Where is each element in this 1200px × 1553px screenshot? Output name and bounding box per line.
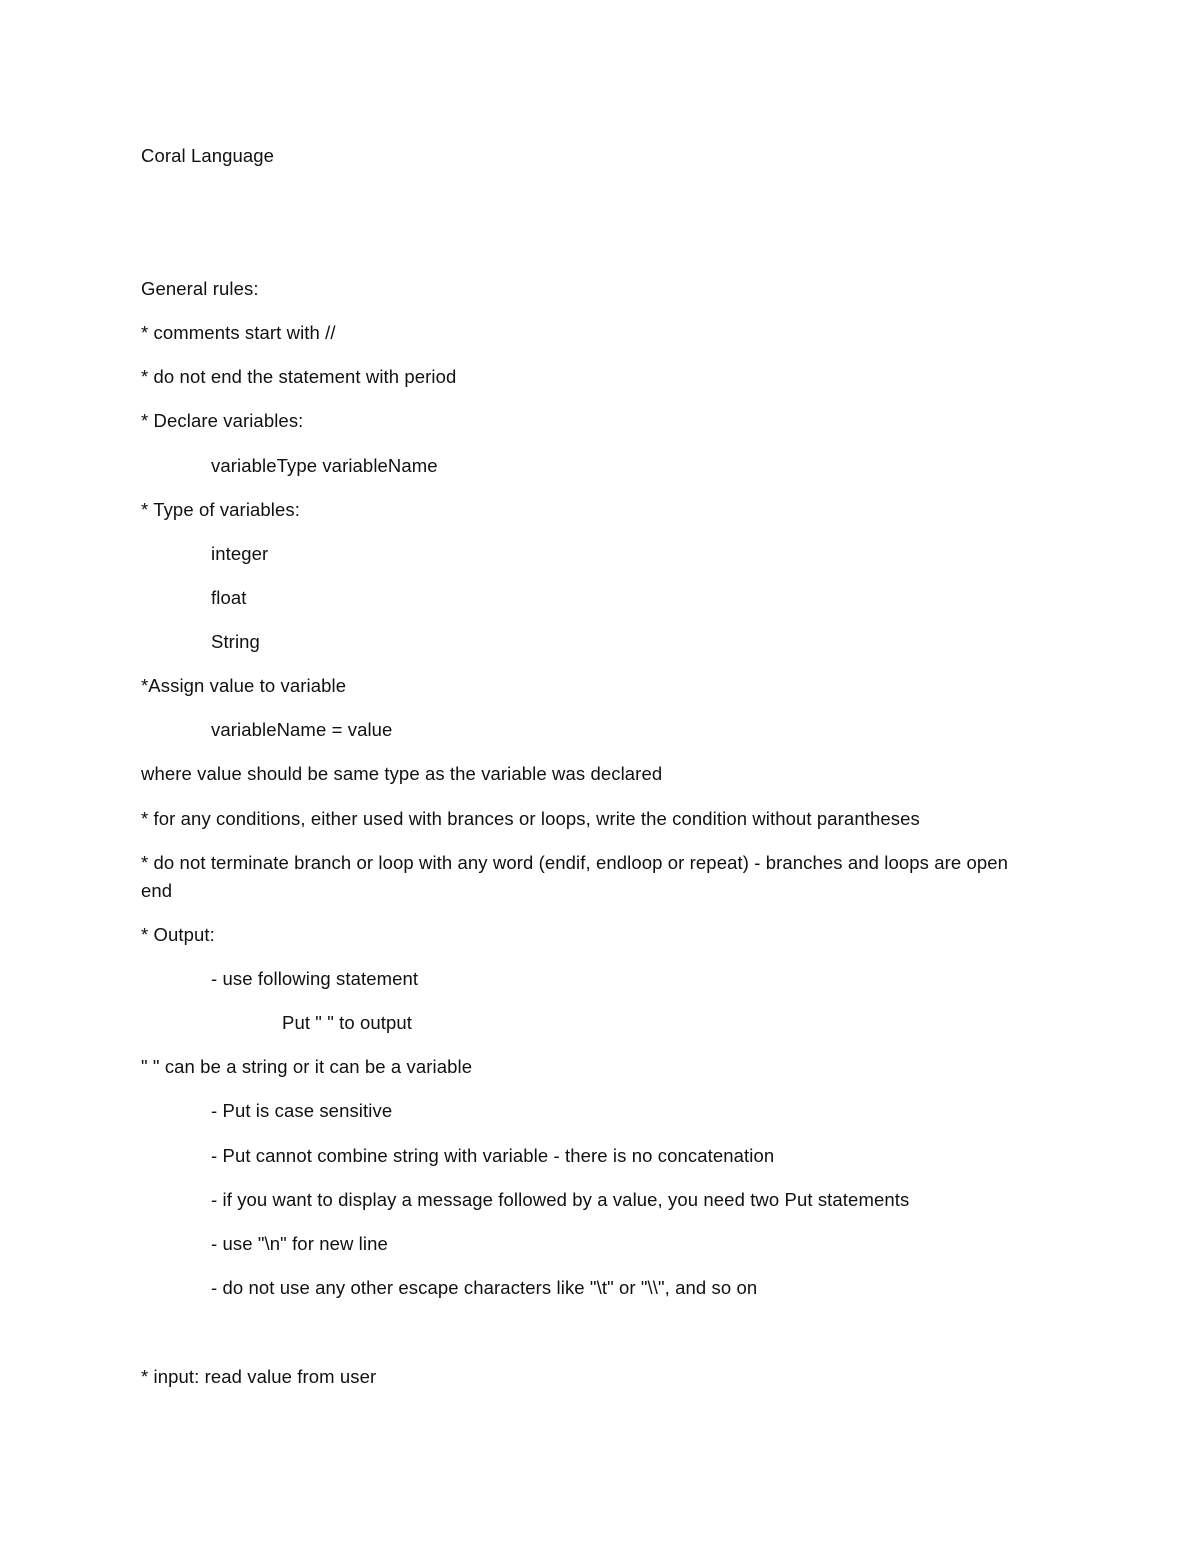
output-case: - Put is case sensitive bbox=[211, 1100, 393, 1121]
rule-types: * Type of variables: bbox=[141, 499, 300, 520]
document-title: Coral Language bbox=[141, 145, 275, 166]
assign-syntax: variableName = value bbox=[211, 719, 393, 740]
assign-note: where value should be same type as the variable was declared bbox=[141, 763, 663, 784]
type-string: String bbox=[211, 631, 260, 652]
rule-declare: * Declare variables: bbox=[141, 410, 304, 431]
type-integer: integer bbox=[211, 543, 269, 564]
output-two: - if you want to display a message followed by a value, you need two Put statements bbox=[211, 1189, 910, 1210]
general-rules-heading: General rules: bbox=[141, 278, 259, 299]
type-float: float bbox=[211, 587, 247, 608]
output-note: " " can be a string or it can be a variable bbox=[141, 1056, 473, 1077]
rule-terminate: * do not terminate branch or loop with any word (endif, endloop or repeat) - branches and loops are open end bbox=[141, 852, 1009, 901]
rule-conditions: * for any conditions, either used with brances or loops, write the condition without parantheses bbox=[141, 808, 920, 829]
rule-input: * input: read value from user bbox=[141, 1366, 377, 1387]
output-newline: - use "\n" for new line bbox=[211, 1233, 388, 1254]
rule-assign: *Assign value to variable bbox=[141, 675, 347, 696]
output-use: - use following statement bbox=[211, 968, 419, 989]
output-escape: - do not use any other escape characters like "\t" or "\\", and so on bbox=[211, 1277, 758, 1298]
rule-output: * Output: bbox=[141, 924, 215, 945]
rule-comments: * comments start with // bbox=[141, 322, 336, 343]
rule-period: * do not end the statement with period bbox=[141, 366, 457, 387]
declare-syntax: variableType variableName bbox=[211, 455, 438, 476]
output-syntax: Put " " to output bbox=[282, 1012, 413, 1033]
output-concat: - Put cannot combine string with variable - there is no concatenation bbox=[211, 1145, 775, 1166]
